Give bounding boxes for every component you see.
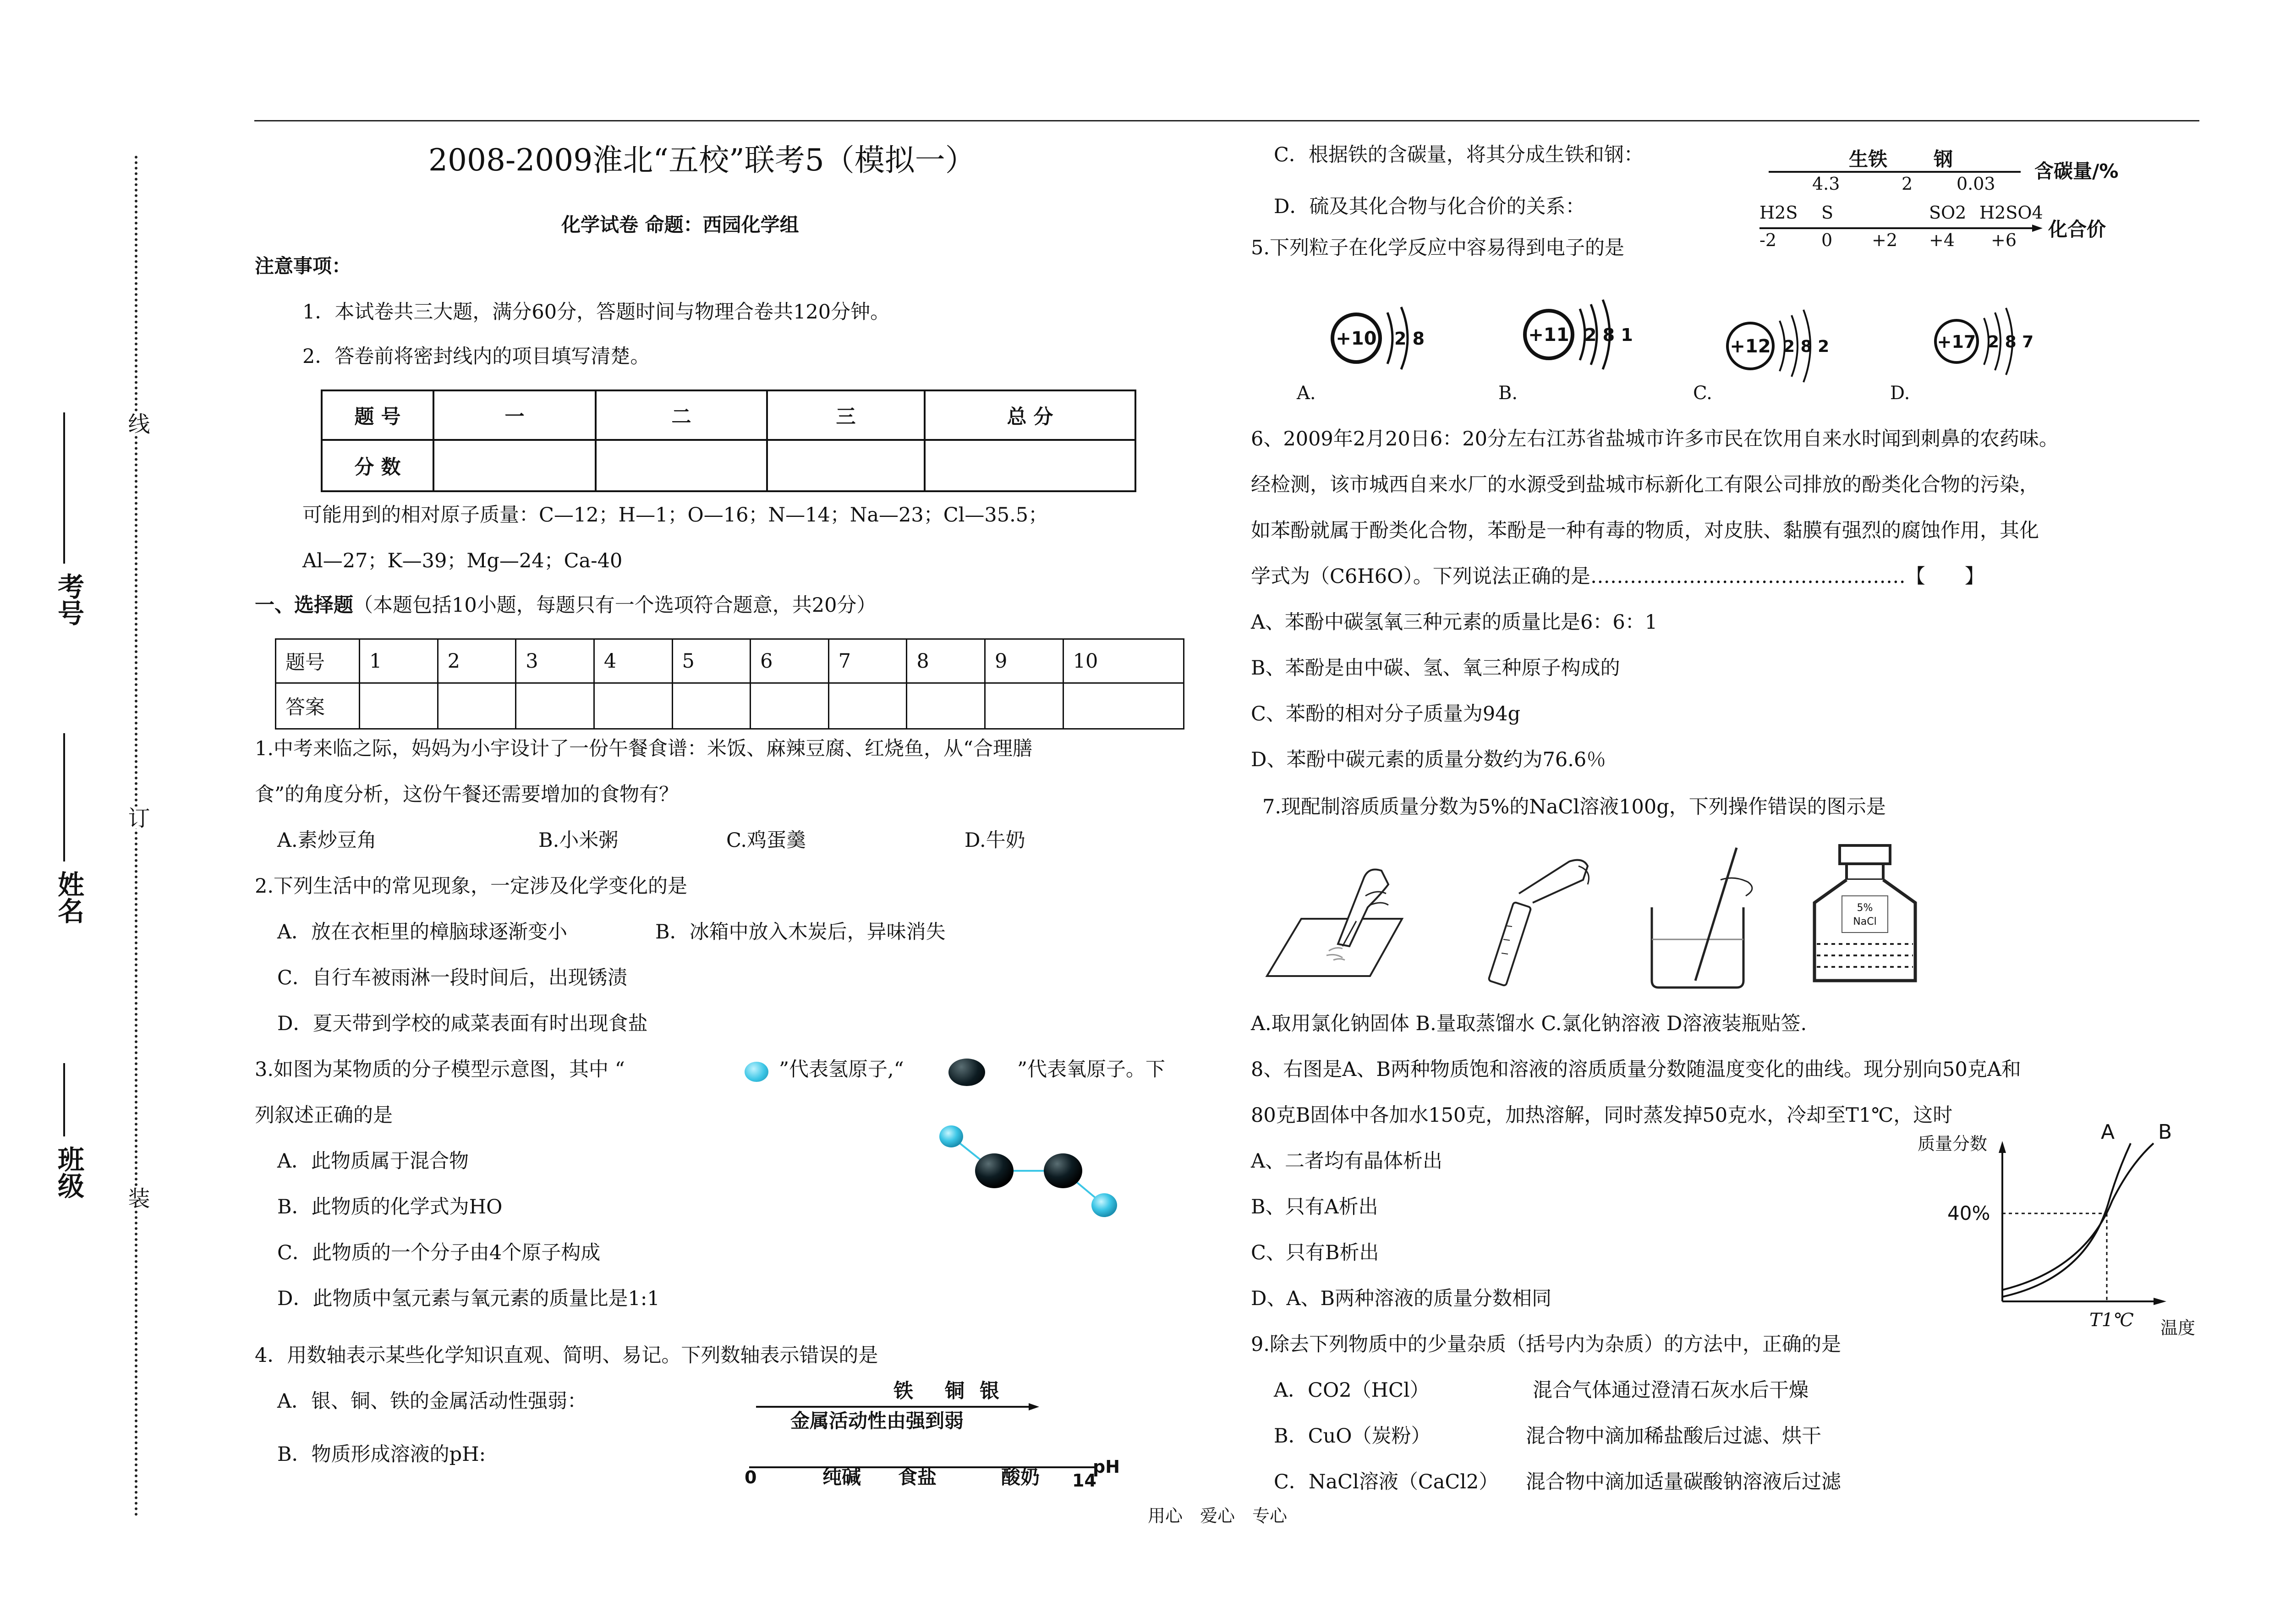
hydrogen-atom — [1091, 1193, 1117, 1217]
score-table — [321, 390, 1136, 492]
atom-d-shells: 2 8 7 — [1988, 333, 2034, 351]
q3-stem-a: 3.如图为某物质的分子模型示意图，其中 “ — [255, 1058, 625, 1081]
axis-d-value-2: 0 — [1821, 230, 1833, 250]
axis-d-value-5: +6 — [1991, 230, 2017, 250]
answer-number: 10 — [1063, 639, 1184, 683]
q1-option-a: A.素炒豆角 — [277, 829, 377, 852]
axis-b-start: 0 — [745, 1467, 757, 1487]
take-solid-illustration — [1258, 852, 1414, 990]
seal-line — [135, 156, 137, 1517]
answer-cell[interactable] — [985, 683, 1063, 729]
q4-option-b: B．物质形成溶液的pH: — [277, 1443, 486, 1466]
axis-d-caption: 化合价 — [2048, 218, 2106, 241]
score-header-label: 题 号 — [322, 390, 433, 440]
score-header-2: 二 — [596, 390, 767, 440]
section-1-desc: （本题包括10小题，每题只有一个选项符合题意，共20分） — [353, 594, 877, 617]
axis-a-metal-ag: 银 — [980, 1380, 999, 1403]
page-subtitle: 化学试卷 命题：西园化学组 — [561, 214, 799, 236]
graph-curve-a-label: A — [2101, 1120, 2115, 1144]
q1-option-d: D.牛奶 — [965, 829, 1025, 852]
name-blank — [63, 733, 65, 861]
q3-option-a: A．此物质属于混合物 — [277, 1150, 469, 1173]
atom-d-nucleus: +17 — [1937, 332, 1976, 352]
axis-c-caption: 含碳量/% — [2034, 160, 2119, 182]
oxygen-atom — [975, 1153, 1014, 1188]
q5-stem: 5.下列粒子在化学反应中容易得到电子的是 — [1251, 236, 1625, 259]
q3-option-d: D．此物质中氢元素与氧元素的质量比是1:1 — [277, 1287, 660, 1310]
bottle-label-percent: 5% — [1857, 902, 1873, 914]
number-label: 考号 — [53, 573, 84, 626]
dissolve-illustration — [1633, 843, 1771, 990]
answer-cell[interactable] — [828, 683, 907, 729]
score-header-3: 三 — [767, 390, 925, 440]
axis-d-value-3: +2 — [1872, 230, 1898, 250]
axis-d-species-4: H2SO4 — [1979, 203, 2043, 223]
q8-line-1: 8、右图是A、B两种物质饱和溶液的溶质质量分数随温度变化的曲线。现分别向50克A和 — [1251, 1058, 2021, 1081]
q4-option-d: D．硫及其化合物与化合价的关系： — [1274, 195, 1585, 218]
axis-c-label-1: 生铁 — [1849, 148, 1888, 170]
q9-stem: 9.除去下列物质中的少量杂质（括号内为杂质）的方法中，正确的是 — [1251, 1333, 1842, 1356]
q3-option-b: B．此物质的化学式为HO — [277, 1196, 503, 1218]
bottle-label-illustration — [1805, 843, 1924, 985]
q5-option-c: C. — [1693, 383, 1712, 404]
answer-cell[interactable] — [360, 683, 438, 729]
answer-cell[interactable] — [672, 683, 751, 729]
section-1-heading: 一、选择题 — [255, 594, 353, 617]
q9-option-a-sub: A．CO2（HCl） — [1274, 1379, 1430, 1402]
answer-number: 2 — [438, 639, 516, 683]
q4-option-c: C．根据铁的含碳量，将其分成生铁和钢： — [1274, 143, 1644, 166]
atom-c-nucleus: +12 — [1730, 336, 1771, 357]
top-rule — [254, 120, 2199, 121]
answer-number: 1 — [360, 639, 438, 683]
q3-stem-c: ”代表氧原子。下 — [1017, 1058, 1165, 1081]
atom-c-shells: 2 8 2 — [1783, 337, 1830, 356]
section-1-title — [255, 593, 876, 617]
axis-a-metal-fe: 铁 — [893, 1380, 913, 1403]
q5-option-a: A. — [1297, 383, 1316, 404]
curve-a — [2002, 1143, 2131, 1297]
q6-line-2: 经检测，该市城西自来水厂的水源受到盐城市标新化工有限公司排放的酚类化合物的污染， — [1251, 473, 2039, 496]
axis-b-label-3: 酸奶 — [1001, 1466, 1040, 1488]
axis-c-label-2: 钢 — [1934, 148, 1953, 170]
graph-ylabel: 质量分数 — [1918, 1134, 1988, 1154]
q8-option-c: C、只有B析出 — [1251, 1241, 1379, 1264]
answer-row-label: 答案 — [276, 683, 360, 729]
q3-option-c: C．此物质的一个分子由4个原子构成 — [277, 1241, 601, 1264]
measure-water-illustration — [1473, 852, 1611, 990]
page-title: 2008-2009淮北“五校”联考5（模拟一） — [428, 143, 976, 178]
q2-option-d: D．夏天带到学校的咸菜表面有时出现食盐 — [277, 1012, 648, 1035]
curve-b — [2002, 1143, 2154, 1290]
answer-number: 3 — [516, 639, 594, 683]
q6-option-a: A、苯酚中碳氢氧三种元素的质量比是6：6：1 — [1251, 611, 1658, 634]
axis-c-tick-3: 0.03 — [1957, 174, 1995, 194]
q5-option-d: D. — [1890, 383, 1910, 404]
q2-stem: 2.下列生活中的常见现象，一定涉及化学变化的是 — [255, 875, 688, 898]
axis-b-unit: pH — [1093, 1457, 1120, 1477]
q6-line-3: 如苯酚就属于酚类化合物，苯酚是一种有毒的物质，对皮肤、黏膜有强烈的腐蚀作用，其化 — [1251, 519, 2039, 542]
notice-heading: 注意事项： — [255, 255, 351, 277]
axis-b-label-1: 纯碱 — [822, 1466, 861, 1488]
answer-cell[interactable] — [907, 683, 985, 729]
graph-xlabel: 温度 — [2160, 1318, 2196, 1338]
hydrogen-atom — [939, 1125, 963, 1147]
score-cell-3[interactable] — [767, 440, 925, 491]
atom-a-shells: 2 8 — [1394, 329, 1425, 349]
atom-structure-a — [1329, 302, 1466, 376]
axis-d-value-1: -2 — [1759, 230, 1777, 250]
q9-option-a-method: 混合气体通过澄清石灰水后干燥 — [1533, 1379, 1809, 1402]
atom-a-nucleus: +10 — [1336, 328, 1377, 349]
axis-a-caption: 金属活动性由强到弱 — [790, 1410, 964, 1432]
graph-x-mark: T1℃ — [2089, 1310, 2134, 1331]
notice-item-1: 1．本试卷共三大题，满分60分，答题时间与物理合卷共120分钟。 — [302, 301, 890, 324]
q9-option-b-method: 混合物中滴加稀盐酸后过滤、烘干 — [1526, 1425, 1821, 1448]
answer-number: 7 — [828, 639, 907, 683]
axis-d-value-4: +4 — [1929, 230, 1955, 250]
zhuang-mark: 装 — [121, 1187, 153, 1209]
axis-a-metal-cu: 铜 — [945, 1380, 965, 1403]
q9-option-c-sub: C．NaCl溶液（CaCl2） — [1274, 1470, 1499, 1493]
q4-option-a: A．银、铜、铁的金属活动性强弱： — [277, 1390, 587, 1413]
class-label: 班级 — [53, 1146, 84, 1199]
q9-option-b-sub: B．CuO（炭粉） — [1274, 1425, 1431, 1448]
molecule-model — [930, 1118, 1136, 1233]
graph-y-mark: 40% — [1947, 1202, 1990, 1224]
answer-cell[interactable] — [594, 683, 672, 729]
atomic-masses-line-2: Al—27；K—39；Mg—24；Ca-40 — [302, 549, 623, 572]
page-footer: 用心 爱心 专心 — [1148, 1506, 1288, 1526]
atom-structure-c — [1723, 302, 1860, 385]
q6-formula-line: 学式为（C6H6O）。下列说法正确的是…………………………………………【 】 — [1251, 565, 1984, 588]
q8-option-b: B、只有A析出 — [1251, 1196, 1378, 1218]
graph-curve-b-label: B — [2158, 1120, 2172, 1144]
answer-table — [275, 638, 1184, 730]
q5-option-b: B. — [1498, 383, 1518, 404]
q6-line-1: 6、2009年2月20日6：20分左右江苏省盐城市许多市民在饮用自来水时闻到刺鼻的农药味。 — [1251, 428, 2059, 450]
score-header-total: 总 分 — [925, 390, 1135, 440]
axis-d-species-2: S — [1821, 203, 1834, 223]
bottle-label-name: NaCl — [1853, 916, 1877, 927]
hydrogen-atom-icon — [745, 1062, 768, 1082]
q1-option-c: C.鸡蛋羹 — [726, 829, 806, 852]
q8-line-2: 80克B固体中各加水150克，加热溶解，同时蒸发掉50克水，冷却至T1℃，这时 — [1251, 1104, 1953, 1127]
class-blank — [63, 1063, 65, 1136]
axis-d-species-1: H2S — [1759, 203, 1798, 223]
q2-option-a: A．放在衣柜里的樟脑球逐渐变小 — [277, 921, 568, 944]
answer-number: 5 — [672, 639, 751, 683]
number-blank — [63, 412, 65, 564]
score-cell-1[interactable] — [433, 440, 596, 491]
oxygen-atom-icon — [948, 1059, 985, 1086]
q1-line-2: 食”的角度分析，这份午餐还需要增加的食物有？ — [255, 783, 679, 806]
axis-c-tick-2: 2 — [1902, 174, 1913, 194]
answer-cell[interactable] — [438, 683, 516, 729]
q6-option-c: C、苯酚的相对分子质量为94g — [1251, 702, 1521, 725]
q8-option-d: D、A、B两种溶液的质量分数相同 — [1251, 1287, 1552, 1310]
answer-number: 4 — [594, 639, 672, 683]
q4-stem: 4．用数轴表示某些化学知识直观、简明、易记。下列数轴表示错误的是 — [255, 1344, 878, 1367]
answer-number: 8 — [907, 639, 985, 683]
q3-stem-b: ”代表氢原子,“ — [779, 1058, 904, 1081]
atomic-masses-line-1: 可能用到的相对原子质量：C—12；H—1；O—16；N—14；Na—23；Cl—35.5； — [302, 504, 1048, 527]
axis-c-tick-1: 4.3 — [1812, 174, 1840, 194]
q9-option-c-method: 混合物中滴加适量碳酸钠溶液后过滤 — [1526, 1470, 1841, 1493]
q2-option-b: B．冰箱中放入木炭后，异味消失 — [655, 921, 946, 944]
q2-option-c: C．自行车被雨淋一段时间后，出现锈渍 — [277, 966, 627, 989]
solubility-graph — [1993, 1141, 2167, 1306]
q8-option-a: A、二者均有晶体析出 — [1251, 1150, 1443, 1173]
answer-row-label: 题号 — [276, 639, 360, 683]
q3-line-2: 列叙述正确的是 — [255, 1104, 393, 1127]
answer-cell[interactable] — [1063, 683, 1184, 729]
q6-option-d: D、苯酚中碳元素的质量分数约为76.6％ — [1251, 748, 1606, 771]
notice-item-2: 2．答卷前将密封线内的项目填写清楚。 — [302, 345, 650, 368]
score-row-label: 分 数 — [322, 440, 433, 491]
axis-b-end: 14 — [1072, 1470, 1096, 1491]
ding-mark: 订 — [121, 807, 153, 828]
answer-cell[interactable] — [516, 683, 594, 729]
q1-option-b: B.小米粥 — [538, 829, 619, 852]
axis-b-label-2: 食盐 — [898, 1466, 937, 1488]
oxygen-atom — [1044, 1153, 1082, 1188]
atom-structure-b — [1521, 298, 1659, 371]
answer-number: 9 — [985, 639, 1063, 683]
name-label: 姓名 — [53, 871, 84, 924]
q6-option-b: B、苯酚是由中碳、氢、氧三种原子构成的 — [1251, 657, 1620, 680]
answer-number: 6 — [751, 639, 829, 683]
q7-options-line: A.取用氯化钠固体 B.量取蒸馏水 C.氯化钠溶液 D溶液装瓶贴签. — [1251, 1012, 1807, 1035]
atom-b-nucleus: +11 — [1528, 324, 1569, 346]
answer-cell[interactable] — [751, 683, 829, 729]
atom-structure-d — [1929, 302, 2066, 376]
score-cell-total[interactable] — [925, 440, 1135, 491]
xian-mark: 线 — [121, 412, 153, 434]
q7-stem: 7.现配制溶质质量分数为5%的NaCl溶液100g，下列操作错误的图示是 — [1262, 796, 1886, 818]
axis-d-species-3: SO2 — [1929, 203, 1967, 223]
score-header-1: 一 — [433, 390, 596, 440]
atom-b-shells: 2 8 1 — [1584, 325, 1633, 345]
score-cell-2[interactable] — [596, 440, 767, 491]
q1-line-1: 1.中考来临之际，妈妈为小宇设计了一份午餐食谱：米饭、麻辣豆腐、红烧鱼，从“合理膳 — [255, 737, 1033, 760]
